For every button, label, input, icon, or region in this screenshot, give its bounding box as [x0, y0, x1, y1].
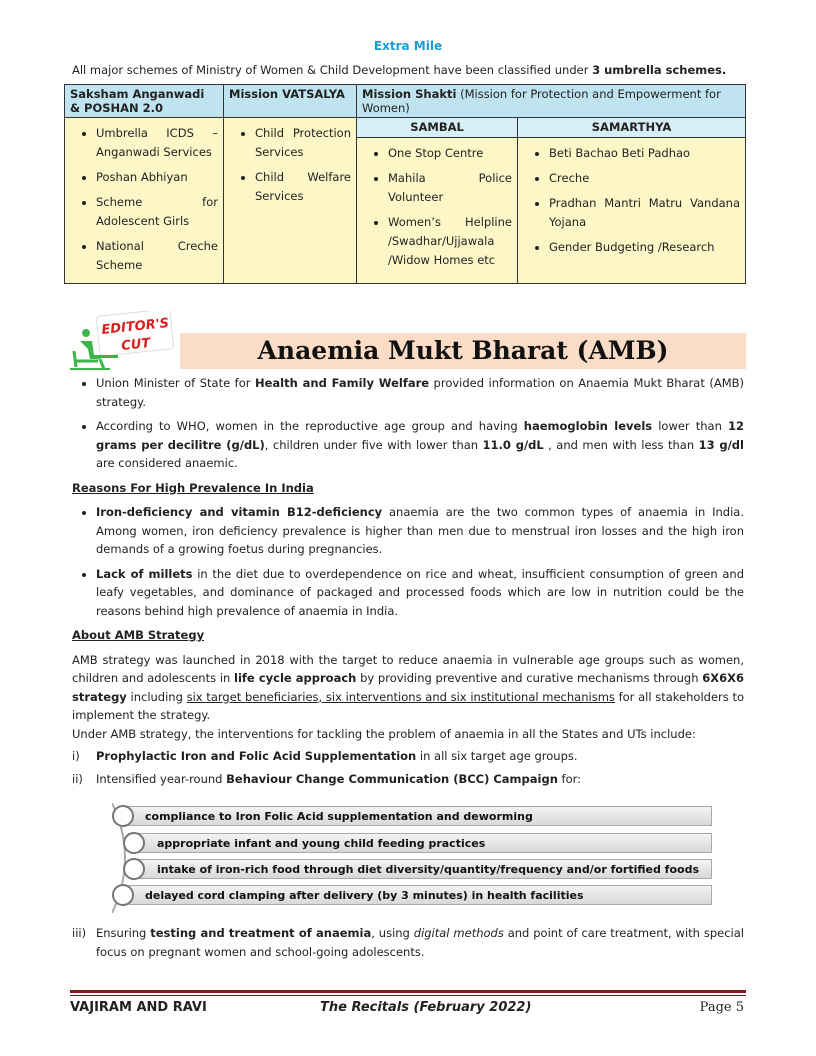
list-item: • Beti Bachao Beti Padhao — [549, 144, 740, 163]
sambal-cell — [357, 137, 518, 283]
item-number: i) — [72, 749, 80, 763]
samarthya-header: SAMARTHYA — [518, 118, 746, 138]
list-item: • Gender Budgeting /Research — [549, 238, 740, 257]
text: provided information on Anaemia Mukt Bharat (AMB) strategy. — [96, 376, 744, 409]
about-title: About AMB Strategy — [72, 628, 205, 642]
text: in all six target age groups. — [416, 749, 578, 763]
intervention-i — [72, 747, 744, 766]
list-item — [96, 417, 744, 473]
list-item — [96, 374, 744, 411]
page-title: Anaemia Mukt Bharat (AMB) — [180, 333, 746, 369]
bullet-circle-icon — [123, 858, 145, 880]
col1-list — [70, 124, 218, 275]
list-item: • One Stop Centre — [388, 144, 512, 163]
text: in the diet due to overdependence on rice and wheat, insufficient consumption of green and leafy vegetables, and dominance of packaged and processed foods which are low in nutrition could be the reasons behind high prevalence of anaemia in India. — [96, 566, 744, 618]
sambal-list — [362, 144, 512, 270]
list-item: • Child Welfare Services — [255, 168, 351, 206]
list-item: • Umbrella ICDS – Anganwadi Services — [96, 124, 218, 162]
footer-publication: The Recitals (February 2022) — [320, 1000, 532, 1015]
text: , and men with less than — [543, 437, 699, 452]
schemes-table — [64, 84, 746, 284]
col3-header — [357, 85, 746, 118]
bcc-item: appropriate infant and young child feeding practices — [134, 833, 712, 853]
badge-line2: CUT — [120, 335, 151, 354]
text-bold: 13 g/dl — [698, 437, 744, 452]
editors-cut-badge — [70, 311, 176, 373]
col2-list — [229, 124, 351, 206]
reasons-bullets — [72, 503, 744, 620]
text: are considered anaemic. — [96, 456, 238, 470]
text-bold: Health and Family Welfare — [254, 376, 430, 390]
item-text — [96, 924, 744, 961]
footer-rule — [70, 990, 746, 993]
text: , using — [371, 926, 414, 940]
bcc-item: delayed cord clamping after delivery (by 3 minutes) in health facilities — [122, 885, 712, 905]
text: Ensuring — [96, 926, 151, 940]
col1-header: Saksham Anganwadi & POSHAN 2.0 — [65, 85, 224, 118]
text: , children under five with lower than — [264, 437, 483, 452]
bcc-item: intake of iron-rich food through diet diversity/quantity/frequency and/or fortified foods — [134, 859, 712, 879]
intro-prefix: All major schemes of Ministry of Women & Child Development have been classified under — [72, 63, 593, 77]
list-item: • Scheme for Adolescent Girls — [96, 193, 218, 231]
item-number: ii) — [72, 771, 83, 786]
list-item: • Women’s Helpline /Swadhar/Ujjawala /Widow Homes etc — [388, 213, 512, 270]
text-bold: 6X6X6 strategy — [72, 671, 744, 704]
text: Intensified year-round — [96, 771, 227, 786]
text-bold: Lack of millets — [96, 566, 193, 581]
badge-line1: EDITOR'S — [100, 315, 170, 338]
intervention-iii — [72, 924, 744, 961]
text-bold: life cycle approach — [234, 671, 357, 685]
text: anaemia are the two common types of anaemia in India. Among women, iron deficiency prevalence is higher than men due to menstrual iron losses and the high iron demands of a growing foetus during pregnancies. — [96, 505, 744, 556]
bullet-circle-icon — [112, 884, 134, 906]
text-bold: Prophylactic Iron and Folic Acid Supplementation — [96, 749, 417, 763]
text-bold: 12 grams per decilitre (g/dL) — [96, 419, 744, 452]
text-bold: 11.0 g/dL — [482, 437, 544, 452]
text: for all stakeholders to implement the strategy. — [72, 689, 745, 722]
list-item: • Mahila Police Volunteer — [388, 169, 512, 207]
text: According to WHO, women in the reproductive age group and having — [96, 419, 524, 433]
main-content — [72, 374, 744, 792]
col3-header-bold: Mission Shakti — [362, 87, 457, 101]
intro-bullets — [72, 374, 744, 473]
item-text — [96, 770, 581, 789]
item-number: iii) — [72, 926, 87, 940]
col1-cell — [65, 118, 224, 284]
col2-cell — [224, 118, 357, 284]
intervention-iii-row — [72, 924, 744, 961]
text-underlined: six target beneficiaries, six interventions and six institutional mechanisms — [186, 689, 615, 704]
list-item: • Pradhan Mantri Matru Vandana Yojana — [549, 194, 740, 232]
bullet-circle-icon — [112, 805, 134, 827]
text: and point of care treatment, with special focus on pregnant women and school-going adolescents. — [96, 926, 744, 959]
text-italic: digital methods — [413, 926, 504, 940]
col2-header: Mission VATSALYA — [224, 85, 357, 118]
about-paragraph — [72, 651, 744, 725]
extra-mile-heading: Extra Mile — [373, 39, 443, 53]
editors-cut-icon — [70, 311, 176, 373]
list-item: • Child Protection Services — [255, 124, 351, 162]
bcc-item: compliance to Iron Folic Acid supplementation and deworming — [122, 806, 712, 826]
list-item: • National Creche Scheme — [96, 237, 218, 275]
page-number: Page 5 — [699, 1000, 744, 1015]
footer-brand: VAJIRAM AND RAVI — [70, 1000, 207, 1015]
text-bold: testing and treatment of anaemia — [150, 926, 372, 940]
text: by providing preventive and curative mechanisms through — [356, 671, 703, 685]
sambal-header: SAMBAL — [357, 118, 518, 138]
list-item — [96, 565, 744, 621]
text: lower than — [652, 419, 728, 433]
col3-header-rest: (Mission for Protection and Empowerment for Women) — [362, 87, 721, 115]
text: AMB strategy was launched in 2018 with the target to reduce anaemia in vulnerable age groups such as women, children and adolescents in — [72, 652, 744, 685]
intro-text — [72, 63, 744, 77]
about-paragraph-2: Under AMB strategy, the interventions for tackling the problem of anaemia in all the States and UTs include: — [72, 726, 696, 741]
footer-rule-thin — [70, 995, 746, 996]
text-bold: Iron-deficiency and vitamin B12-deficiency — [96, 505, 383, 519]
list-item: • Poshan Abhiyan — [96, 168, 218, 187]
item-text — [96, 747, 578, 766]
bcc-list-graphic — [112, 803, 712, 913]
samarthya-list — [523, 144, 740, 257]
list-item: • Creche — [549, 169, 740, 188]
text: Union Minister of State for — [96, 376, 255, 390]
text-bold: haemoglobin levels — [523, 419, 653, 433]
samarthya-cell — [518, 137, 746, 283]
bullet-circle-icon — [123, 832, 145, 854]
reasons-title: Reasons For High Prevalence In India — [72, 480, 314, 495]
text: including — [126, 689, 187, 704]
text-bold: Behaviour Change Communication (BCC) Campaign — [226, 771, 558, 786]
intro-bold: 3 umbrella schemes. — [592, 63, 727, 77]
text: for: — [557, 771, 582, 786]
list-item — [96, 503, 744, 559]
intervention-ii — [72, 770, 744, 789]
